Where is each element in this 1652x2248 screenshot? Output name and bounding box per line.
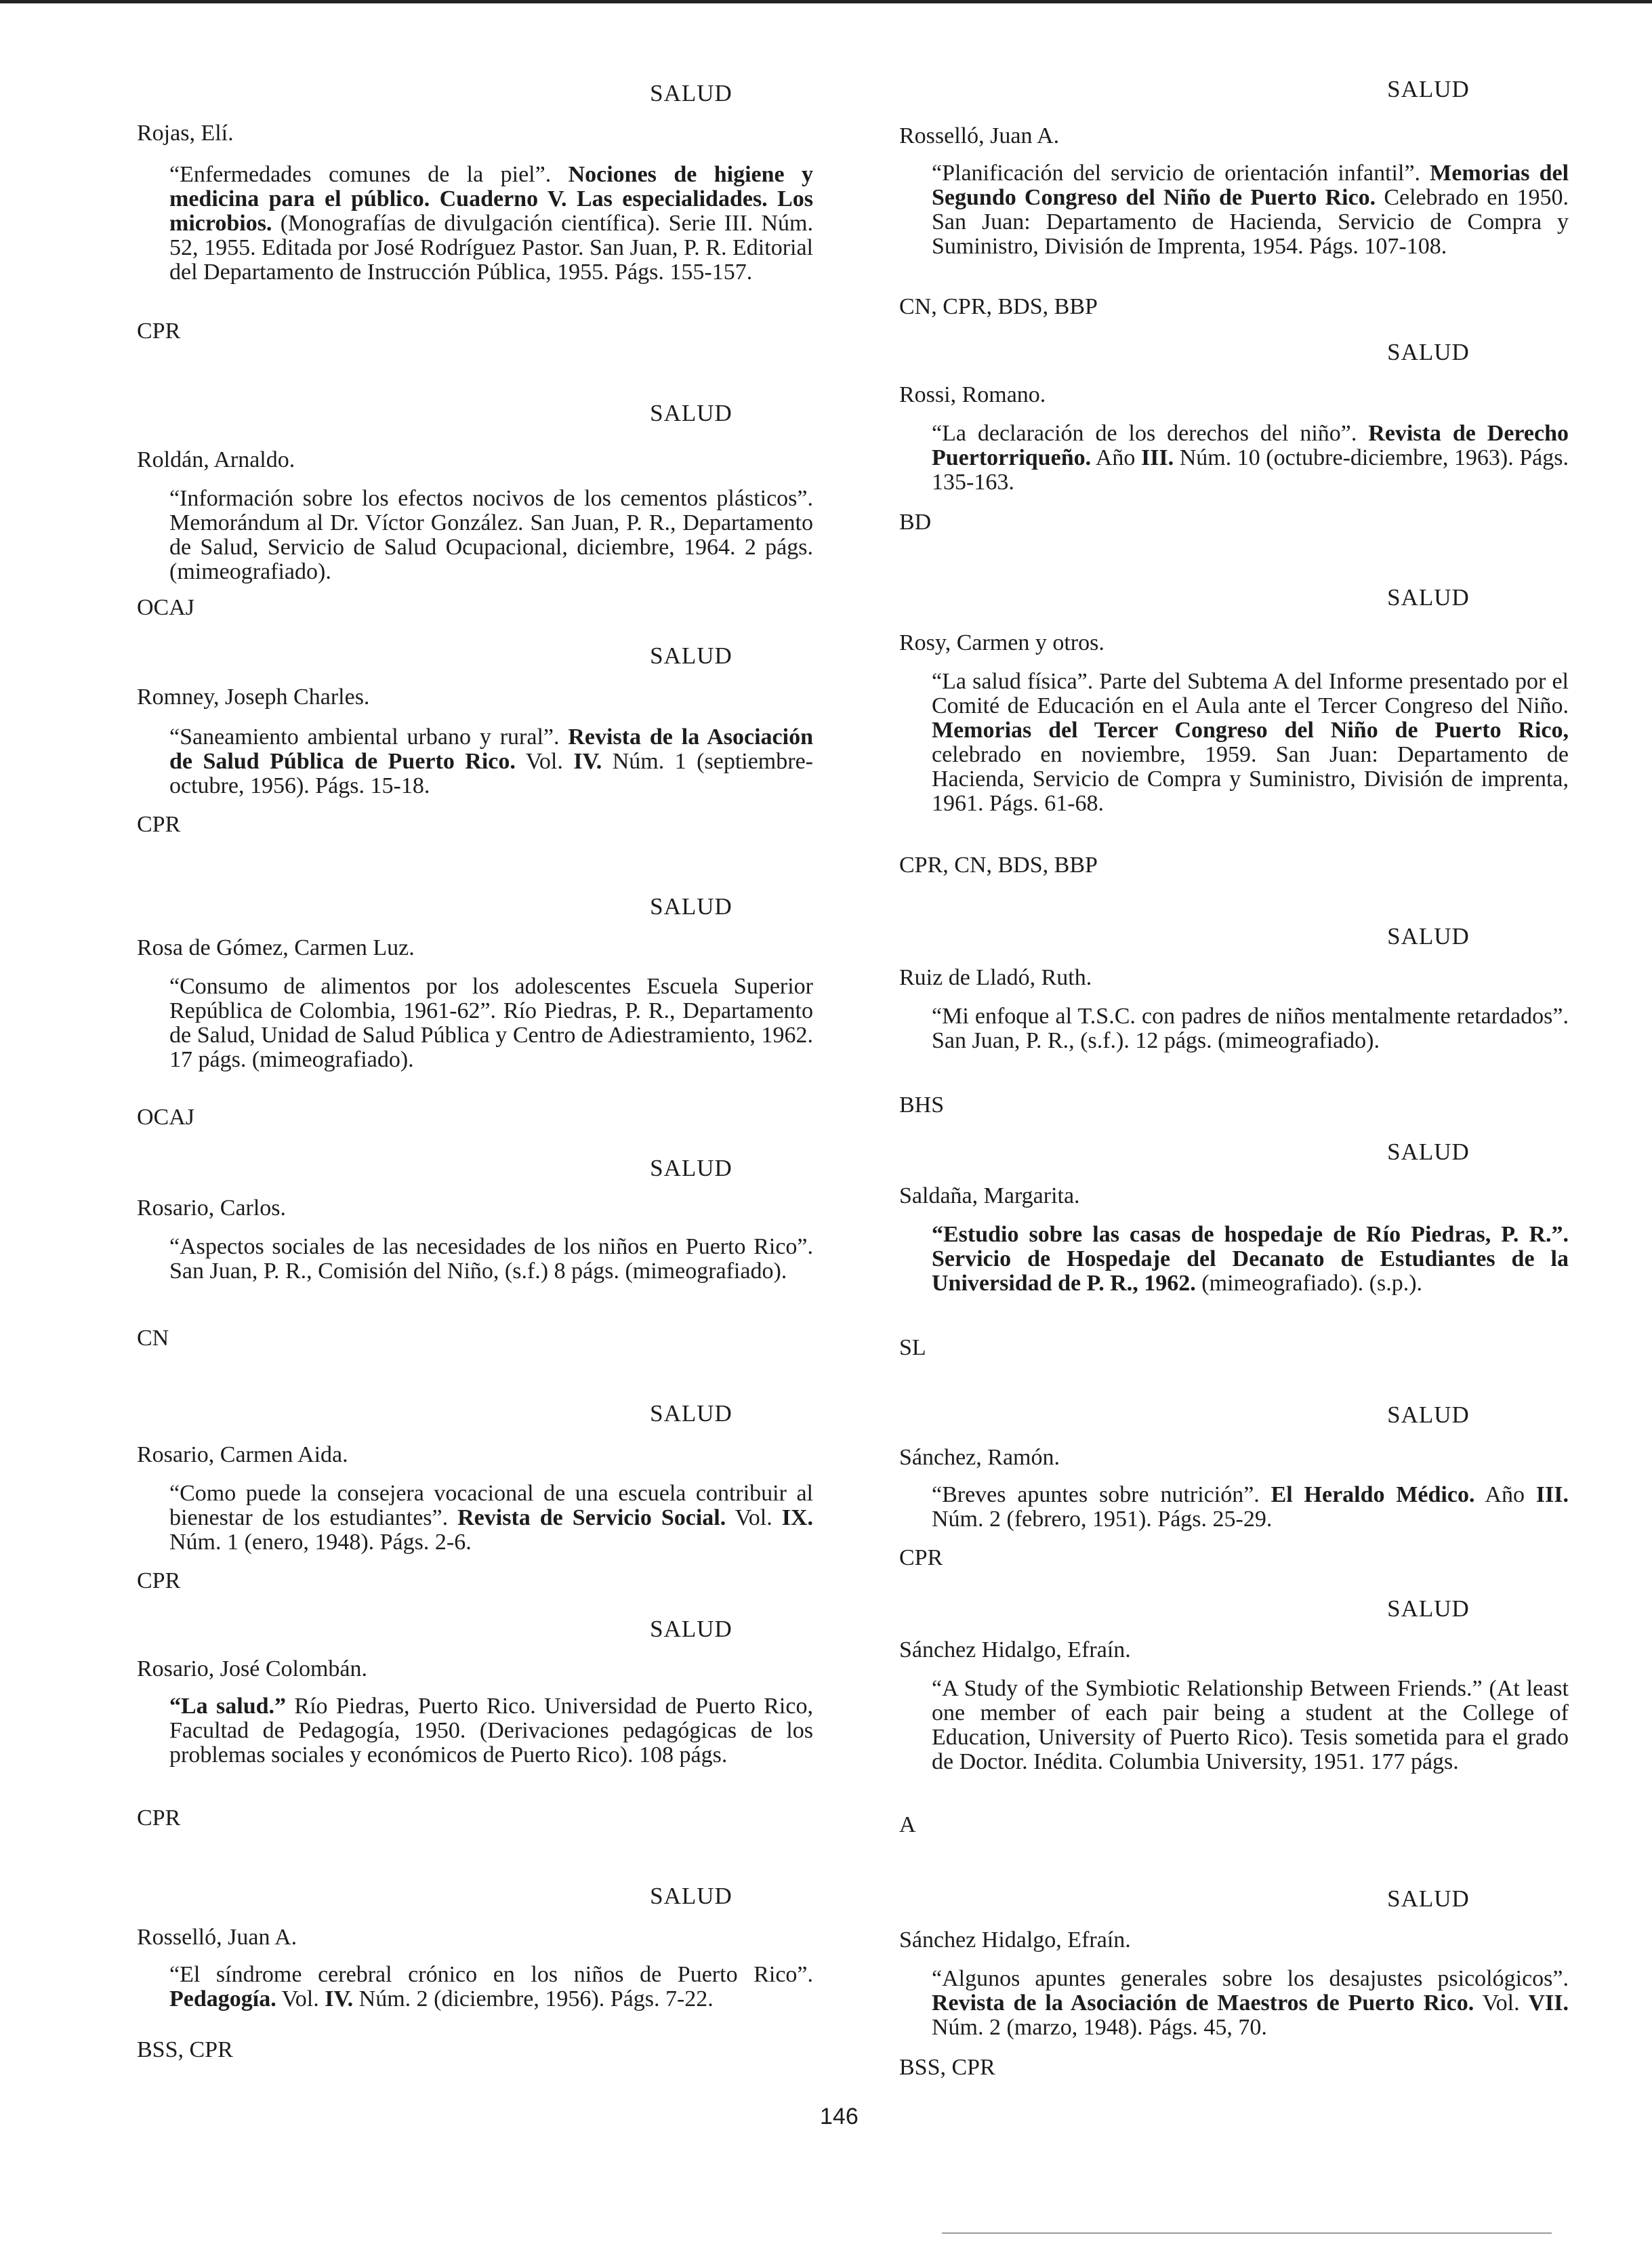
entry-citation: [932, 1223, 1569, 1296]
subject-heading: SALUD: [650, 1616, 732, 1642]
library-code: OCAJ: [137, 595, 195, 620]
library-code: CN, CPR, BDS, BBP: [899, 294, 1098, 319]
citation-segment: (Monografías de divulgación científica). Serie III. Núm. 52, 1955. Editada por José Rodríguez Pastor. San Juan, P. R. Editorial del Departamento de Instrucción Pública, 1955. Págs. 155-157.: [169, 211, 813, 285]
entry-author: Romney, Joseph Charles.: [137, 684, 370, 710]
library-code: CPR, CN, BDS, BBP: [899, 853, 1098, 878]
library-code: CPR: [137, 812, 181, 837]
citation-bold-segment: IX.: [781, 1505, 813, 1530]
citation-segment: “Saneamiento ambiental urbano y rural”.: [169, 724, 569, 750]
citation-bold-segment: Revista de Servicio Social.: [457, 1505, 726, 1530]
citation-bold-segment: Memorias del Tercer Congreso del Niño de Puerto Rico,: [932, 718, 1569, 743]
citation-segment: Núm. 2 (diciembre, 1956). Págs. 7-22.: [353, 1986, 714, 2011]
citation-segment: Núm. 1 (enero, 1948). Págs. 2-6.: [169, 1530, 472, 1555]
subject-heading: SALUD: [650, 400, 732, 426]
citation-segment: Núm. 10 (octubre-diciembre, 1963). Págs. 135-163.: [932, 445, 1569, 495]
subject-heading: SALUD: [1387, 923, 1470, 949]
entry-author: Roldán, Arnaldo.: [137, 447, 295, 472]
citation-bold-segment: Memorias del Segundo Congreso del Niño de Puerto Rico.: [932, 161, 1569, 210]
subject-heading: SALUD: [650, 80, 732, 106]
citation-bold-segment: IV.: [325, 1986, 354, 2011]
library-code: A: [899, 1812, 916, 1837]
entry-author: Rojas, Elí.: [137, 121, 234, 146]
entry-author: Rossi, Romano.: [899, 382, 1046, 407]
page-number: 146: [820, 2104, 859, 2129]
subject-heading: SALUD: [650, 1400, 732, 1427]
citation-segment: “Breves apuntes sobre nutrición”.: [932, 1482, 1271, 1507]
citation-segment: Vol.: [1474, 1990, 1529, 2016]
entry-citation: [169, 975, 813, 1072]
subject-heading: SALUD: [650, 1155, 732, 1181]
entry-citation: [932, 1677, 1569, 1774]
citation-segment: Vol.: [515, 749, 574, 774]
citation-segment: “Algunos apuntes generales sobre los desajustes psicológicos”.: [932, 1966, 1569, 1991]
citation-bold-segment: Revista de la Asociación de Salud Pública de Puerto Rico.: [169, 724, 813, 774]
citation-segment: “La declaración de los derechos del niño”.: [932, 421, 1369, 446]
entry-citation: [932, 422, 1569, 495]
entry-citation: [932, 1004, 1569, 1053]
library-code: BSS, CPR: [899, 2055, 995, 2080]
library-code: CPR: [137, 319, 181, 344]
citation-segment: “Aspectos sociales de las necesidades de los niños en Puerto Rico”. San Juan, P. R., Comisión del Niño, (s.f.) 8 págs. (mimeografiado).: [169, 1234, 813, 1284]
subject-heading: SALUD: [1387, 1139, 1470, 1165]
entry-author: Rosa de Gómez, Carmen Luz.: [137, 935, 415, 960]
citation-segment: “Planificación del servicio de orientación infantil”.: [932, 161, 1430, 186]
citation-segment: Celebrado en 1950. San Juan: Departamento de Hacienda, Servicio de Compra y Suministro, División de Imprenta, 1954. Págs. 107-108.: [932, 185, 1569, 259]
subject-heading: SALUD: [1387, 584, 1470, 611]
entry-citation: [932, 1483, 1569, 1532]
subject-heading: SALUD: [1387, 1595, 1470, 1622]
entry-author: Rosario, Carlos.: [137, 1195, 287, 1221]
citation-bold-segment: “Estudio sobre las casas de hospedaje de Río Piedras, P. R.”. Servicio de Hospedaje del Decanato de Estudiantes de la Universidad de P. R., 1962.: [932, 1222, 1569, 1296]
page-top-rule: [0, 0, 1652, 3]
entry-author: Sánchez Hidalgo, Efraín.: [899, 1927, 1131, 1953]
entry-author: Rosy, Carmen y otros.: [899, 630, 1104, 655]
entry-citation: [932, 1967, 1569, 2040]
subject-heading: SALUD: [650, 642, 732, 669]
library-code: BHS: [899, 1092, 945, 1118]
entry-author: Rosselló, Juan A.: [899, 123, 1060, 148]
citation-bold-segment: Pedagogía.: [169, 1986, 276, 2011]
citation-segment: Vol.: [276, 1986, 325, 2011]
citation-segment: Año: [1474, 1482, 1536, 1507]
citation-bold-segment: El Heraldo Médico.: [1271, 1482, 1475, 1507]
citation-segment: Núm. 1 (septiembre-octubre, 1956). Págs. 15-18.: [169, 749, 813, 798]
citation-segment: “Mi enfoque al T.S.C. con padres de niños mentalmente retardados”. San Juan, P. R., (s.f.). 12 págs. (mimeografiado).: [932, 1004, 1569, 1053]
subject-heading: SALUD: [1387, 339, 1470, 365]
library-code: CPR: [137, 1568, 181, 1593]
entry-citation: [932, 161, 1569, 259]
citation-bold-segment: “La salud.”: [169, 1694, 287, 1719]
entry-author: Ruiz de Lladó, Ruth.: [899, 965, 1092, 990]
subject-heading: SALUD: [1387, 1402, 1470, 1428]
subject-heading: SALUD: [1387, 76, 1470, 102]
entry-author: Saldaña, Margarita.: [899, 1183, 1080, 1208]
citation-segment: Núm. 2 (febrero, 1951). Págs. 25-29.: [932, 1507, 1273, 1532]
entry-citation: [169, 1235, 813, 1284]
entry-citation: [169, 1963, 813, 2011]
citation-segment: “Como puede la consejera vocacional de una escuela contribuir al bienestar de los estudiantes”.: [169, 1481, 813, 1530]
citation-segment: “El síndrome cerebral crónico en los niños de Puerto Rico”.: [169, 1962, 813, 1987]
citation-bold-segment: Nociones de higiene y medicina para el público. Cuaderno V. Las especialidades. Los microbios.: [169, 162, 813, 236]
entry-author: Sánchez Hidalgo, Efraín.: [899, 1637, 1131, 1662]
citation-segment: “Enfermedades comunes de la piel”.: [169, 162, 569, 187]
citation-bold-segment: III.: [1140, 445, 1174, 470]
entry-citation: [169, 1481, 813, 1555]
citation-segment: Núm. 2 (marzo, 1948). Págs. 45, 70.: [932, 2015, 1267, 2040]
citation-bold-segment: IV.: [573, 749, 602, 774]
citation-segment: celebrado en noviembre, 1959. San Juan: Departamento de Hacienda, Servicio de Compra y Suministro, División de imprenta, 1961. Págs. 61-68.: [932, 742, 1569, 816]
library-code: CPR: [899, 1545, 943, 1570]
library-code: BSS, CPR: [137, 2037, 233, 2062]
entry-author: Sánchez, Ramón.: [899, 1445, 1060, 1470]
bottom-scan-rule: [942, 2232, 1552, 2234]
entry-author: Rosario, José Colombán.: [137, 1656, 367, 1681]
library-code: CN: [137, 1326, 169, 1351]
entry-citation: [169, 487, 813, 584]
library-code: OCAJ: [137, 1105, 195, 1130]
subject-heading: SALUD: [650, 893, 732, 920]
citation-segment: Año: [1091, 445, 1141, 470]
entry-author: Rosario, Carmen Aida.: [137, 1442, 348, 1467]
citation-bold-segment: Revista de la Asociación de Maestros de Puerto Rico.: [932, 1990, 1474, 2016]
library-code: SL: [899, 1335, 926, 1360]
library-code: BD: [899, 510, 932, 535]
citation-bold-segment: VII.: [1528, 1990, 1569, 2016]
citation-segment: “Información sobre los efectos nocivos de los cementos plásticos”. Memorándum al Dr. Víctor González. San Juan, P. R., Departamento de Salud, Servicio de Salud Ocupacional, diciembre, 1964. 2 págs. (mimeografiado).: [169, 486, 813, 584]
citation-bold-segment: III.: [1535, 1482, 1569, 1507]
entry-citation: [169, 1694, 813, 1767]
subject-heading: SALUD: [1387, 1885, 1470, 1912]
citation-segment: Río Piedras, Puerto Rico. Universidad de Puerto Rico, Facultad de Pedagogía, 1950. (Derivaciones pedagógicas de los problemas sociales y económicos de Puerto Rico). 108 págs.: [169, 1694, 813, 1767]
citation-bold-segment: Revista de Derecho Puertorriqueño.: [932, 421, 1569, 470]
citation-segment: Vol.: [726, 1505, 782, 1530]
entry-citation: [932, 670, 1569, 816]
library-code: CPR: [137, 1805, 181, 1831]
citation-segment: (mimeografiado). (s.p.).: [1195, 1271, 1423, 1296]
citation-segment: “A Study of the Symbiotic Relationship Between Friends.” (At least one member of each pair being a student at the College of Education, University of Puerto Rico). Tesis sometida para el grado de Doctor. Inédita. Columbia University, 1951. 177 págs.: [932, 1676, 1569, 1774]
entry-citation: [169, 163, 813, 285]
subject-heading: SALUD: [650, 1883, 732, 1909]
entry-citation: [169, 725, 813, 798]
entry-author: Rosselló, Juan A.: [137, 1925, 297, 1950]
citation-segment: “Consumo de alimentos por los adolescentes Escuela Superior República de Colombia, 1961-62”. Río Piedras, P. R., Departamento de Salud, Unidad de Salud Pública y Centro de Adiestramiento, 1962. 17 págs. (mimeografiado).: [169, 974, 813, 1072]
citation-segment: “La salud física”. Parte del Subtema A del Informe presentado por el Comité de Educación en el Aula ante el Tercer Congreso del Niño.: [932, 669, 1569, 718]
